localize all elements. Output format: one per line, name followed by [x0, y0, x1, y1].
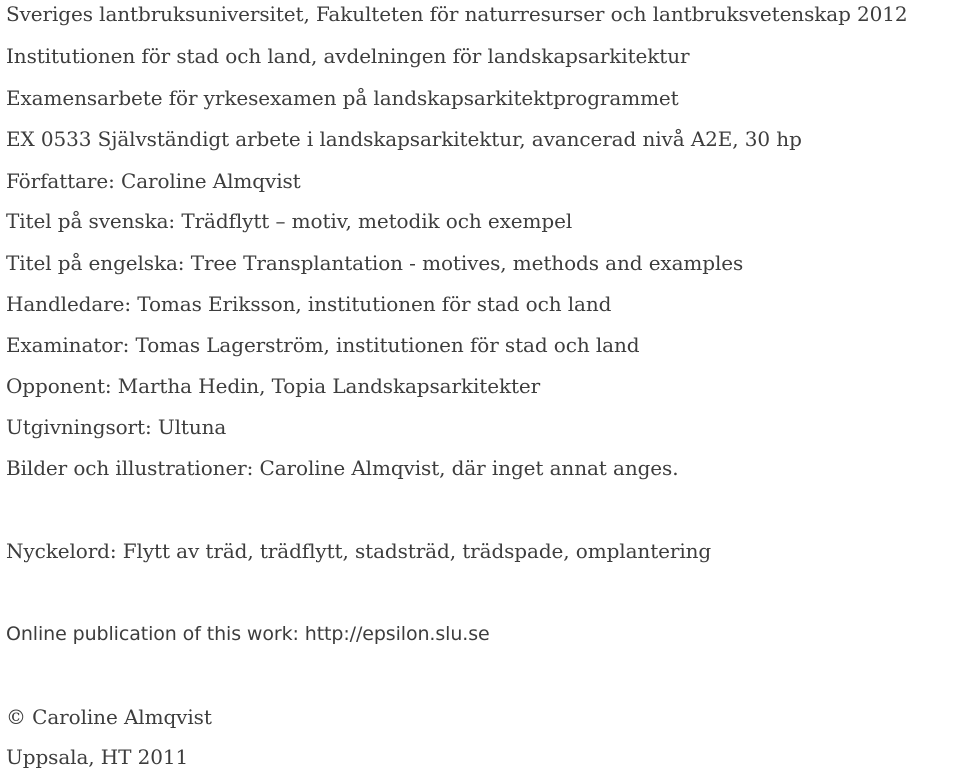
author-line: Författare: Caroline Almqvist [6, 169, 301, 193]
online-publication-line: Online publication of this work: http://epsilon.slu.se [6, 623, 490, 645]
copyright-line: © Caroline Almqvist [6, 705, 212, 729]
keywords-line: Nyckelord: Flytt av träd, trädflytt, stadsträd, trädspade, omplantering [6, 539, 712, 563]
supervisor-line: Handledare: Tomas Eriksson, institutionen för stad och land [6, 292, 612, 316]
university-faculty-line: Sveriges lantbruksuniversitet, Fakulteten för naturresurser och lantbruksvetenskap 2012 [6, 2, 908, 26]
examiner-line: Examinator: Tomas Lagerström, institutionen för stad och land [6, 333, 640, 357]
illustrations-line: Bilder och illustrationer: Caroline Almqvist, där inget annat anges. [6, 456, 679, 480]
degree-project-line: Examensarbete för yrkesexamen på landskapsarkitektprogrammet [6, 86, 679, 110]
swedish-title-line: Titel på svenska: Trädflytt – motiv, metodik och exempel [6, 209, 573, 233]
publication-place-line: Utgivningsort: Ultuna [6, 415, 227, 439]
english-title-line: Titel på engelska: Tree Transplantation - motives, methods and examples [6, 251, 744, 275]
department-line: Institutionen för stad och land, avdelningen för landskapsarkitektur [6, 44, 690, 68]
course-line: EX 0533 Självständigt arbete i landskapsarkitektur, avancerad nivå A2E, 30 hp [6, 127, 802, 151]
place-date-line: Uppsala, HT 2011 [6, 745, 189, 769]
opponent-line: Opponent: Martha Hedin, Topia Landskapsarkitekter [6, 374, 541, 398]
